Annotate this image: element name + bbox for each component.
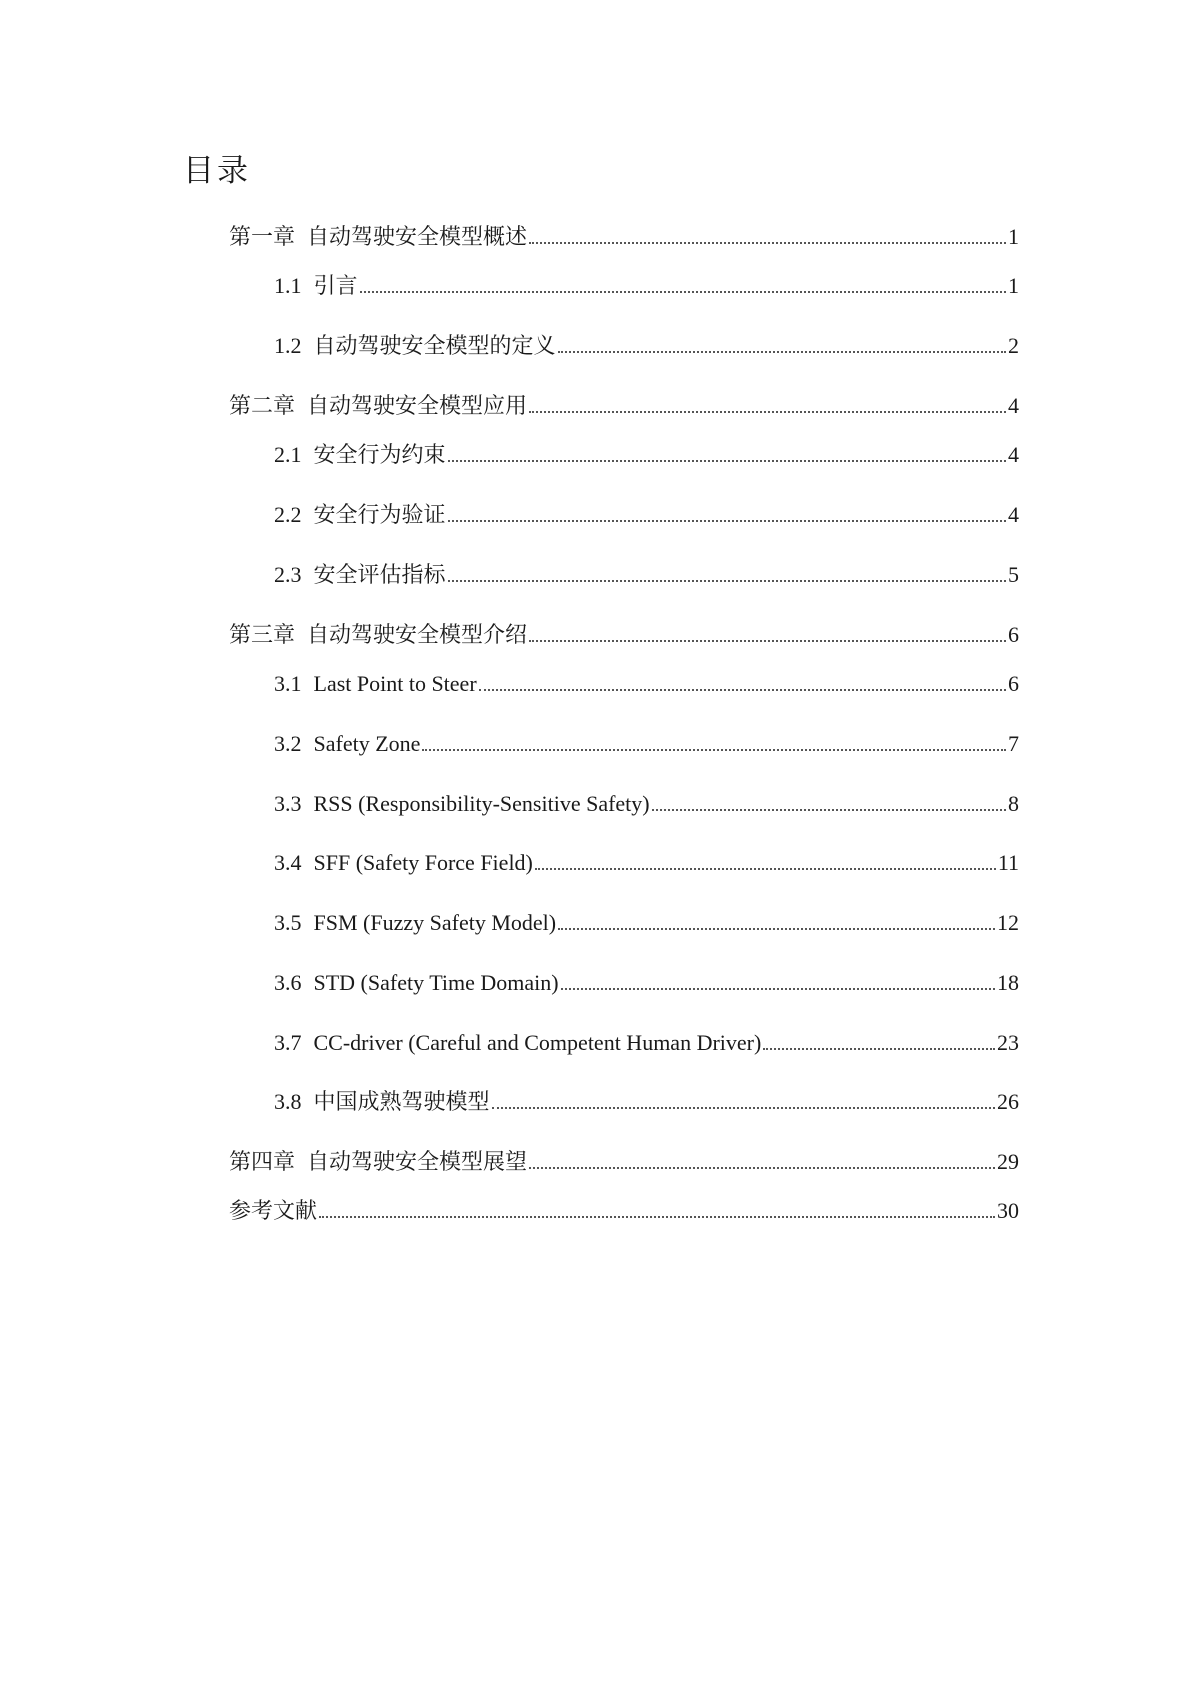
toc-entry-label: 安全评估指标 <box>313 562 446 587</box>
toc-entry-number: 3.4 <box>274 850 302 875</box>
toc-entry-label: SFF (Safety Force Field) <box>313 850 533 875</box>
toc-entry-label: 参考文献 <box>229 1198 318 1223</box>
dot-leader <box>558 928 995 930</box>
toc-entry-number: 第四章 <box>229 1149 296 1174</box>
dot-leader <box>360 291 1006 293</box>
dot-leader <box>529 640 1006 642</box>
toc-entry-label: STD (Safety Time Domain) <box>313 970 559 995</box>
dot-leader <box>448 520 1006 522</box>
toc-entry-number: 第三章 <box>229 622 296 647</box>
toc-entry-page: 12 <box>997 910 1019 935</box>
toc-entry-label: 引言 <box>313 273 358 298</box>
toc-entry-label: 自动驾驶安全模型展望 <box>307 1149 528 1174</box>
toc-title: 目录 <box>183 153 251 189</box>
toc-entry-chapter-3[interactable] <box>229 620 1019 650</box>
toc-entry-section-3-8[interactable] <box>274 1087 1019 1117</box>
toc-entry-section-1-1[interactable] <box>274 271 1019 301</box>
toc-entry-number: 3.8 <box>274 1089 302 1114</box>
toc-entry-page: 7 <box>1008 731 1019 756</box>
toc-entry-page: 26 <box>997 1089 1019 1114</box>
toc-entry-number: 2.3 <box>274 562 302 587</box>
dot-leader <box>448 580 1006 582</box>
toc-entry-section-3-6[interactable] <box>274 968 1019 998</box>
dot-leader <box>652 809 1006 811</box>
toc-entry-section-2-1[interactable] <box>274 440 1019 470</box>
toc-entry-number: 第二章 <box>229 393 296 418</box>
toc-entry-number: 3.6 <box>274 970 302 995</box>
toc-entry-number: 3.2 <box>274 731 302 756</box>
toc-entry-number: 3.5 <box>274 910 302 935</box>
toc-entry-label: 自动驾驶安全模型的定义 <box>313 333 556 358</box>
dot-leader <box>492 1107 995 1109</box>
toc-entry-number: 1.1 <box>274 273 302 298</box>
toc-entry-page: 5 <box>1008 562 1019 587</box>
toc-entry-chapter-1[interactable] <box>229 222 1019 252</box>
toc-entry-references[interactable] <box>229 1196 1019 1226</box>
toc-entry-page: 11 <box>997 850 1019 875</box>
toc-entry-number: 3.7 <box>274 1030 302 1055</box>
dot-leader <box>448 460 1006 462</box>
dot-leader <box>561 988 995 990</box>
toc-entry-section-1-2[interactable] <box>274 331 1019 361</box>
dot-leader <box>558 351 1006 353</box>
toc-entry-chapter-2[interactable] <box>229 391 1019 421</box>
toc-entry-number: 1.2 <box>274 333 302 358</box>
toc-entry-section-3-7[interactable] <box>274 1028 1019 1058</box>
toc-entry-section-3-3[interactable] <box>274 789 1019 819</box>
toc-entry-section-3-1[interactable] <box>274 669 1019 699</box>
toc-entry-number: 3.3 <box>274 791 302 816</box>
toc-entry-page: 4 <box>1008 502 1019 527</box>
toc-entry-label: 中国成熟驾驶模型 <box>313 1089 490 1114</box>
dot-leader <box>319 1216 995 1218</box>
toc-entry-page: 18 <box>997 970 1019 995</box>
toc-entry-section-2-2[interactable] <box>274 500 1019 530</box>
dot-leader <box>529 411 1006 413</box>
toc-entry-number: 第一章 <box>229 224 296 249</box>
dot-leader <box>763 1048 995 1050</box>
toc-entry-page: 1 <box>1008 273 1019 298</box>
dot-leader <box>535 868 996 870</box>
toc-entry-label: Safety Zone <box>313 731 421 756</box>
toc-entry-number: 2.1 <box>274 442 302 467</box>
toc-entry-page: 8 <box>1008 791 1019 816</box>
dot-leader <box>529 242 1006 244</box>
toc-entry-number: 3.1 <box>274 671 302 696</box>
toc-entry-label: 自动驾驶安全模型概述 <box>307 224 528 249</box>
toc-entry-section-3-4[interactable] <box>274 848 1019 878</box>
toc-entry-label: CC-driver (Careful and Competent Human Driver) <box>313 1030 762 1055</box>
toc-entry-page: 4 <box>1008 442 1019 467</box>
toc-entry-chapter-4[interactable] <box>229 1147 1019 1177</box>
toc-entry-page: 4 <box>1008 393 1019 418</box>
toc-entry-page: 29 <box>997 1149 1019 1174</box>
toc-entry-section-3-5[interactable] <box>274 908 1019 938</box>
toc-entry-section-2-3[interactable] <box>274 560 1019 590</box>
toc-entry-label: Last Point to Steer <box>313 671 477 696</box>
toc-entry-label: RSS (Responsibility-Sensitive Safety) <box>313 791 650 816</box>
dot-leader <box>529 1167 995 1169</box>
toc-entry-label: FSM (Fuzzy Safety Model) <box>313 910 557 935</box>
toc-entry-page: 6 <box>1008 622 1019 647</box>
toc-entry-label: 自动驾驶安全模型介绍 <box>307 622 528 647</box>
toc-entry-label: 安全行为验证 <box>313 502 446 527</box>
toc-entry-page: 6 <box>1008 671 1019 696</box>
toc-entry-page: 1 <box>1008 224 1019 249</box>
toc-entry-page: 30 <box>997 1198 1019 1223</box>
toc-entry-section-3-2[interactable] <box>274 729 1019 759</box>
dot-leader <box>479 689 1006 691</box>
toc-entry-page: 23 <box>997 1030 1019 1055</box>
toc-entry-label: 安全行为约束 <box>313 442 446 467</box>
toc-entry-number: 2.2 <box>274 502 302 527</box>
toc-entry-label: 自动驾驶安全模型应用 <box>307 393 528 418</box>
dot-leader <box>422 749 1006 751</box>
toc-entry-page: 2 <box>1008 333 1019 358</box>
